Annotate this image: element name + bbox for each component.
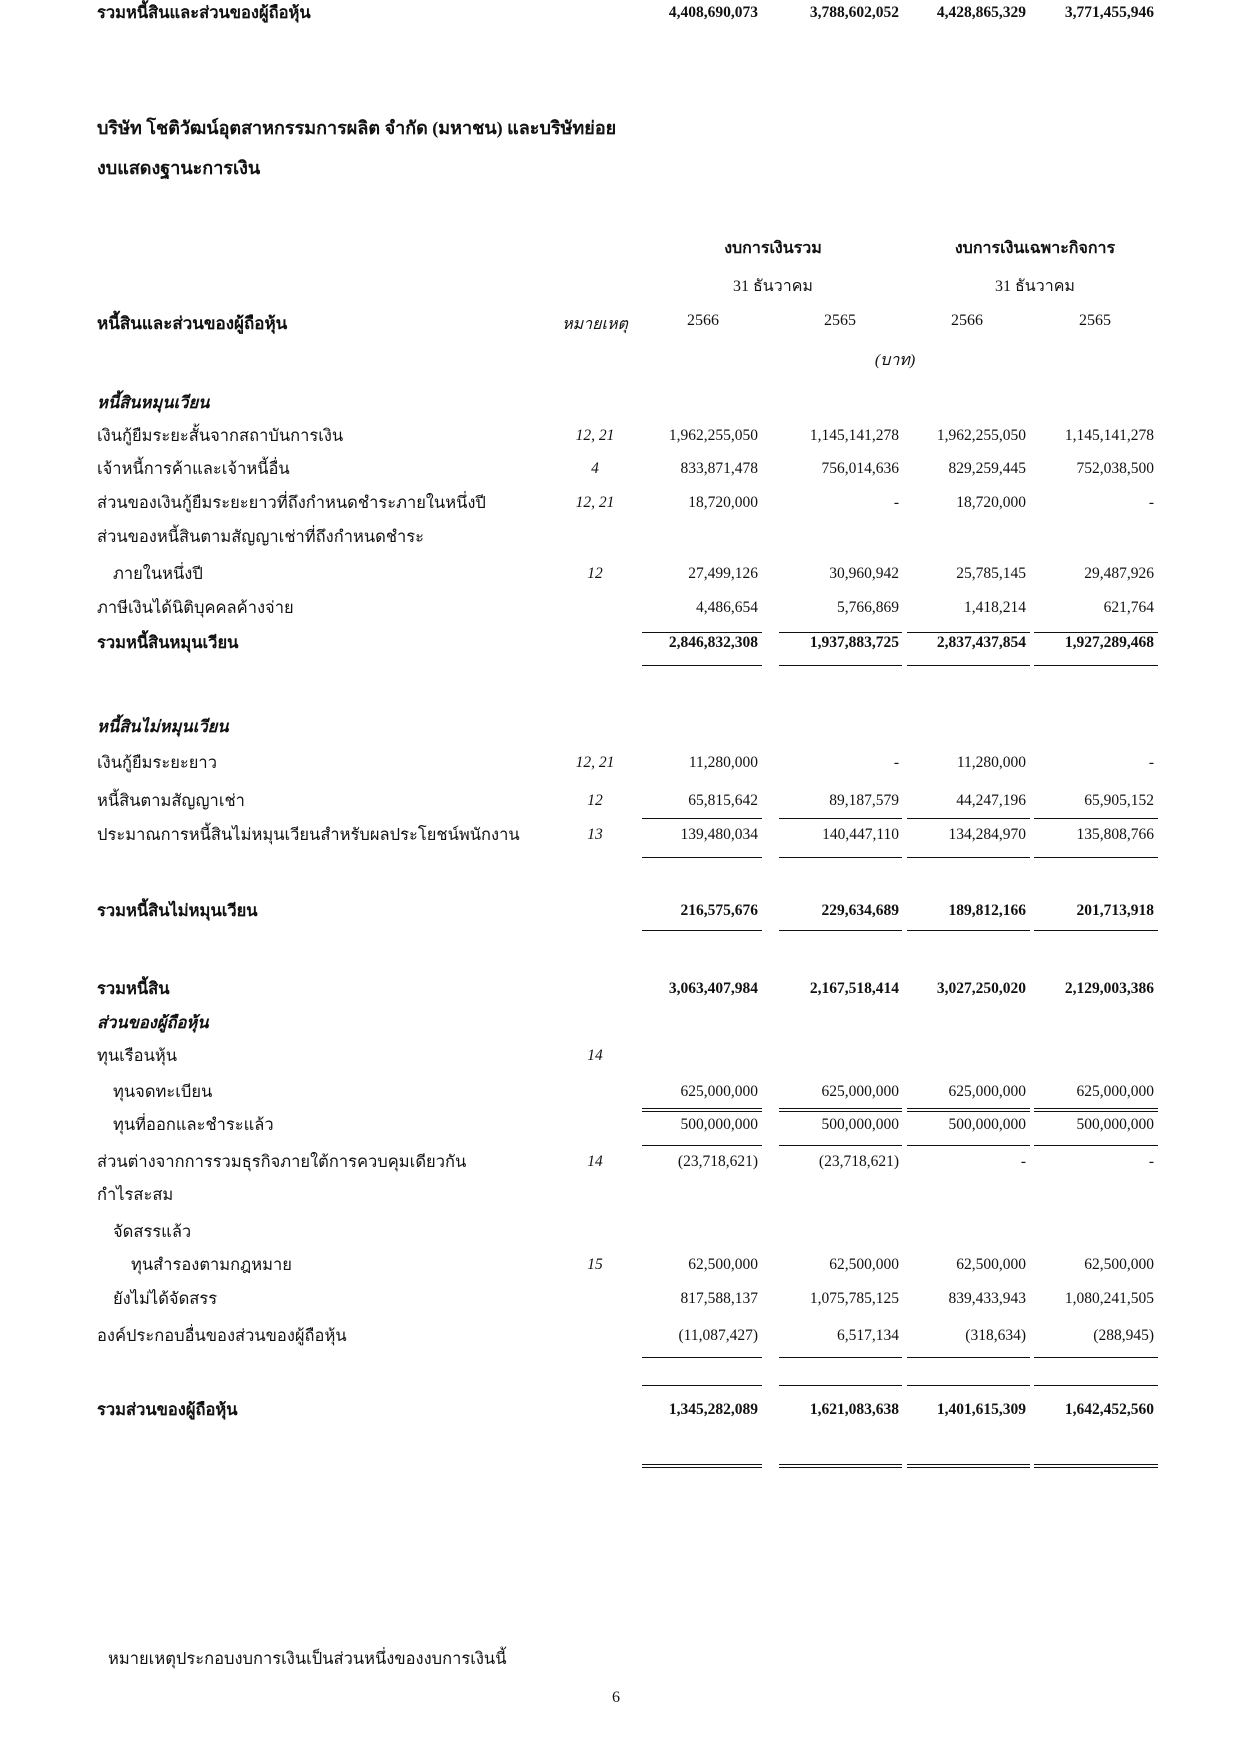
table-row <box>0 788 1241 814</box>
row-label: ส่วนของผู้ถือหุ้น <box>97 1013 209 1032</box>
table-row <box>0 390 1241 416</box>
row-value: 18,720,000 <box>956 494 1026 511</box>
row-value: 500,000,000 <box>680 1116 758 1133</box>
row-value: 62,500,000 <box>829 1256 899 1273</box>
underline <box>642 1145 762 1146</box>
table-row <box>0 976 1241 1002</box>
year-header-3: 2566 <box>951 312 983 329</box>
row-value: 11,280,000 <box>688 754 758 771</box>
double-underline <box>907 1464 1030 1468</box>
row-label: กำไรสะสม <box>97 1185 174 1204</box>
table-row <box>0 750 1241 776</box>
row-value: 1,621,083,638 <box>809 1401 899 1418</box>
table-row <box>0 595 1241 621</box>
row-value: 27,499,126 <box>688 565 758 582</box>
table-row <box>0 1182 1241 1208</box>
row-note-ref: 12 <box>587 565 603 582</box>
row-value: 6,517,134 <box>837 1327 899 1344</box>
underline <box>779 818 902 819</box>
row-value: 134,284,970 <box>948 826 1026 843</box>
row-value: (23,718,621) <box>677 1153 758 1170</box>
row-label: ส่วนต่างจากการรวมธุรกิจภายใต้การควบคุมเดียวกัน <box>97 1152 467 1171</box>
underline <box>1034 1357 1158 1358</box>
double-underline <box>642 1464 762 1468</box>
row-value: 1,145,141,278 <box>1064 427 1154 444</box>
row-label: เจ้าหนี้การค้าและเจ้าหนี้อื่น <box>97 459 290 478</box>
row-value: 2,129,003,386 <box>1064 980 1154 997</box>
table-row <box>0 1043 1241 1069</box>
underline <box>907 857 1030 858</box>
row-label: รวมส่วนของผู้ถือหุ้น <box>97 1400 238 1419</box>
column-date-separate: 31 ธันวาคม <box>995 278 1075 295</box>
row-value: 829,259,445 <box>948 460 1026 477</box>
row-value: - <box>1148 754 1154 771</box>
company-name: บริษัท โชติวัฒน์อุตสาหกรรมการผลิต จำกัด (มหาชน) และบริษัทย่อย <box>97 118 617 138</box>
underline <box>642 857 762 858</box>
row-value: 839,433,943 <box>948 1290 1026 1307</box>
double-underline <box>779 1464 902 1468</box>
row-value: 3,771,455,946 <box>1064 4 1154 21</box>
table-row <box>0 1219 1241 1245</box>
row-label: รวมหนี้สินไม่หมุนเวียน <box>97 901 258 920</box>
underline <box>1034 818 1158 819</box>
row-value: 1,075,785,125 <box>809 1290 899 1307</box>
underline <box>779 632 902 633</box>
row-label: ส่วนของหนี้สินตามสัญญาเช่าที่ถึงกำหนดชำระ <box>97 527 425 546</box>
underline <box>907 632 1030 633</box>
table-row <box>0 524 1241 550</box>
row-value: 500,000,000 <box>821 1116 899 1133</box>
table-row <box>0 423 1241 449</box>
row-label: หนี้สินหมุนเวียน <box>97 393 210 412</box>
row-value: 4,486,654 <box>696 599 758 616</box>
table-row <box>0 1112 1241 1138</box>
row-value: 140,447,110 <box>822 826 899 843</box>
row-note-ref: 12, 21 <box>575 494 615 511</box>
row-value: 3,063,407,984 <box>668 980 758 997</box>
row-label: ทุนจดทะเบียน <box>113 1082 213 1101</box>
table-row <box>0 898 1241 924</box>
underline <box>779 857 902 858</box>
row-value: (288,945) <box>1093 1327 1154 1344</box>
row-value: 2,167,518,414 <box>809 980 899 997</box>
row-value: 625,000,000 <box>680 1083 758 1100</box>
statement-title: งบแสดงฐานะการเงิน <box>97 158 261 178</box>
column-group-separate: งบการเงินเฉพาะกิจการ <box>954 240 1116 257</box>
row-label: องค์ประกอบอื่นของส่วนของผู้ถือหุ้น <box>97 1326 347 1345</box>
row-value: 62,500,000 <box>1084 1256 1154 1273</box>
row-value: 62,500,000 <box>956 1256 1026 1273</box>
row-note-ref: 12, 21 <box>575 754 615 771</box>
underline <box>642 632 762 633</box>
row-label: ส่วนของเงินกู้ยืมระยะยาวที่ถึงกำหนดชำระภายในหนึ่งปี <box>97 493 486 512</box>
underline <box>1034 857 1158 858</box>
row-value: 1,962,255,050 <box>936 427 1026 444</box>
row-value: 1,345,282,089 <box>668 1401 758 1418</box>
row-note-ref: 14 <box>587 1153 603 1170</box>
row-value: 1,401,615,309 <box>936 1401 1026 1418</box>
row-value: 1,642,452,560 <box>1064 1401 1154 1418</box>
row-value: 201,713,918 <box>1076 902 1154 919</box>
row-label: หนี้สินตามสัญญาเช่า <box>97 791 245 810</box>
table-row <box>0 1252 1241 1278</box>
row-value: 817,588,137 <box>680 1290 758 1307</box>
underline <box>907 1145 1030 1146</box>
row-note-ref: 15 <box>587 1256 603 1273</box>
row-note-ref: 12 <box>587 792 603 809</box>
double-underline <box>1034 1108 1158 1112</box>
underline <box>907 1385 1030 1386</box>
underline <box>642 818 762 819</box>
row-value: (23,718,621) <box>818 1153 899 1170</box>
row-value: 11,280,000 <box>956 754 1026 771</box>
row-value: - <box>1148 494 1154 511</box>
row-value: 29,487,926 <box>1084 565 1154 582</box>
double-underline <box>907 1108 1030 1112</box>
underline <box>907 930 1030 931</box>
row-value: 65,815,642 <box>688 792 758 809</box>
underline <box>779 1145 902 1146</box>
row-value: 3,788,602,052 <box>809 4 899 21</box>
underline <box>779 1385 902 1386</box>
row-value: - <box>1148 1153 1154 1170</box>
row-value: 62,500,000 <box>688 1256 758 1273</box>
underline <box>907 665 1030 666</box>
page-number: 6 <box>612 1689 620 1706</box>
row-value: 752,038,500 <box>1076 460 1154 477</box>
row-value: 30,960,942 <box>829 565 899 582</box>
table-row <box>0 1286 1241 1312</box>
underline <box>907 818 1030 819</box>
row-label: รวมหนี้สินหมุนเวียน <box>97 633 239 652</box>
table-row <box>0 0 1241 26</box>
row-value: (318,634) <box>965 1327 1026 1344</box>
underline <box>642 1357 762 1358</box>
table-row <box>0 630 1241 656</box>
double-underline <box>642 1108 762 1112</box>
underline <box>1034 665 1158 666</box>
year-header-2: 2565 <box>824 312 856 329</box>
row-value: 1,962,255,050 <box>668 427 758 444</box>
row-value: 625,000,000 <box>948 1083 1026 1100</box>
underline <box>1034 1385 1158 1386</box>
footnote: หมายเหตุประกอบงบการเงินเป็นส่วนหนึ่งของงบการเงินนี้ <box>108 1649 507 1668</box>
row-note-ref: 14 <box>587 1047 603 1064</box>
row-value: 1,080,241,505 <box>1064 1290 1154 1307</box>
row-label: ประมาณการหนี้สินไม่หมุนเวียนสำหรับผลประโยชน์พนักงาน <box>97 825 520 844</box>
row-value: 25,785,145 <box>956 565 1026 582</box>
row-value: 189,812,166 <box>948 902 1026 919</box>
underline <box>1034 1145 1158 1146</box>
underline <box>907 1357 1030 1358</box>
underline <box>1034 632 1158 633</box>
row-label: ยังไม่ได้จัดสรร <box>113 1289 218 1308</box>
row-label: รวมหนี้สิน <box>97 979 170 998</box>
row-note-ref: 4 <box>591 460 599 477</box>
row-value: 3,027,250,020 <box>936 980 1026 997</box>
table-row <box>0 822 1241 848</box>
underline <box>642 930 762 931</box>
row-note-ref: 13 <box>587 826 603 843</box>
table-row <box>0 1010 1241 1036</box>
row-value: 833,871,478 <box>680 460 758 477</box>
underline <box>642 1385 762 1386</box>
row-label: ทุนเรือนหุ้น <box>97 1046 178 1065</box>
table-row <box>0 1149 1241 1175</box>
unit-label: (บาท) <box>874 352 916 369</box>
double-underline <box>779 1108 902 1112</box>
table-row <box>0 1323 1241 1349</box>
year-header-1: 2566 <box>687 312 719 329</box>
row-value: 4,428,865,329 <box>936 4 1026 21</box>
row-value: 625,000,000 <box>821 1083 899 1100</box>
row-label: หนี้สินไม่หมุนเวียน <box>97 717 229 736</box>
row-label: จัดสรรแล้ว <box>113 1222 192 1241</box>
row-value: (11,087,427) <box>678 1327 758 1344</box>
table-row <box>0 1079 1241 1105</box>
row-value: 65,905,152 <box>1084 792 1154 809</box>
row-value: 1,418,214 <box>964 599 1026 616</box>
row-label: ภาษีเงินได้นิติบุคคลค้างจ่าย <box>97 598 294 617</box>
row-value: - <box>893 754 899 771</box>
column-group-consolidated: งบการเงินรวม <box>724 240 822 257</box>
row-value: 44,247,196 <box>956 792 1026 809</box>
note-column-header: หมายเหตุ <box>562 316 628 333</box>
row-note-ref: 12, 21 <box>575 427 615 444</box>
row-value: 216,575,676 <box>680 902 758 919</box>
row-label: ทุนสำรองตามกฎหมาย <box>131 1255 292 1274</box>
year-header-4: 2565 <box>1079 312 1111 329</box>
row-value: - <box>893 494 899 511</box>
row-value: 1,937,883,725 <box>809 634 899 651</box>
section-header: หนี้สินและส่วนของผู้ถือหุ้น <box>97 314 288 333</box>
row-value: 500,000,000 <box>948 1116 1026 1133</box>
row-value: 18,720,000 <box>688 494 758 511</box>
underline <box>779 665 902 666</box>
table-row <box>0 456 1241 482</box>
underline <box>779 1357 902 1358</box>
row-value: 2,846,832,308 <box>668 634 758 651</box>
table-row <box>0 1397 1241 1423</box>
row-value: 1,927,289,468 <box>1064 634 1154 651</box>
row-value: 4,408,690,073 <box>668 4 758 21</box>
column-date-consolidated: 31 ธันวาคม <box>733 278 813 295</box>
row-value: - <box>1020 1153 1026 1170</box>
row-value: 1,145,141,278 <box>809 427 899 444</box>
row-value: 625,000,000 <box>1076 1083 1154 1100</box>
row-value: 621,764 <box>1103 599 1154 616</box>
row-value: 756,014,636 <box>821 460 899 477</box>
underline <box>642 665 762 666</box>
underline <box>779 930 902 931</box>
table-row <box>0 714 1241 740</box>
double-underline <box>1034 1464 1158 1468</box>
row-value: 139,480,034 <box>680 826 758 843</box>
underline <box>1034 930 1158 931</box>
row-label: เงินกู้ยืมระยะยาว <box>97 753 217 772</box>
table-row <box>0 490 1241 516</box>
table-row <box>0 561 1241 587</box>
row-value: 89,187,579 <box>829 792 899 809</box>
row-value: 135,808,766 <box>1076 826 1154 843</box>
row-label: ภายในหนึ่งปี <box>113 564 203 583</box>
row-label: เงินกู้ยืมระยะสั้นจากสถาบันการเงิน <box>97 426 344 445</box>
row-value: 2,837,437,854 <box>936 634 1026 651</box>
row-value: 229,634,689 <box>821 902 899 919</box>
row-label: ทุนที่ออกและชำระแล้ว <box>113 1115 274 1134</box>
row-label: รวมหนี้สินและส่วนของผู้ถือหุ้น <box>97 3 311 22</box>
row-value: 5,766,869 <box>837 599 899 616</box>
row-value: 500,000,000 <box>1076 1116 1154 1133</box>
